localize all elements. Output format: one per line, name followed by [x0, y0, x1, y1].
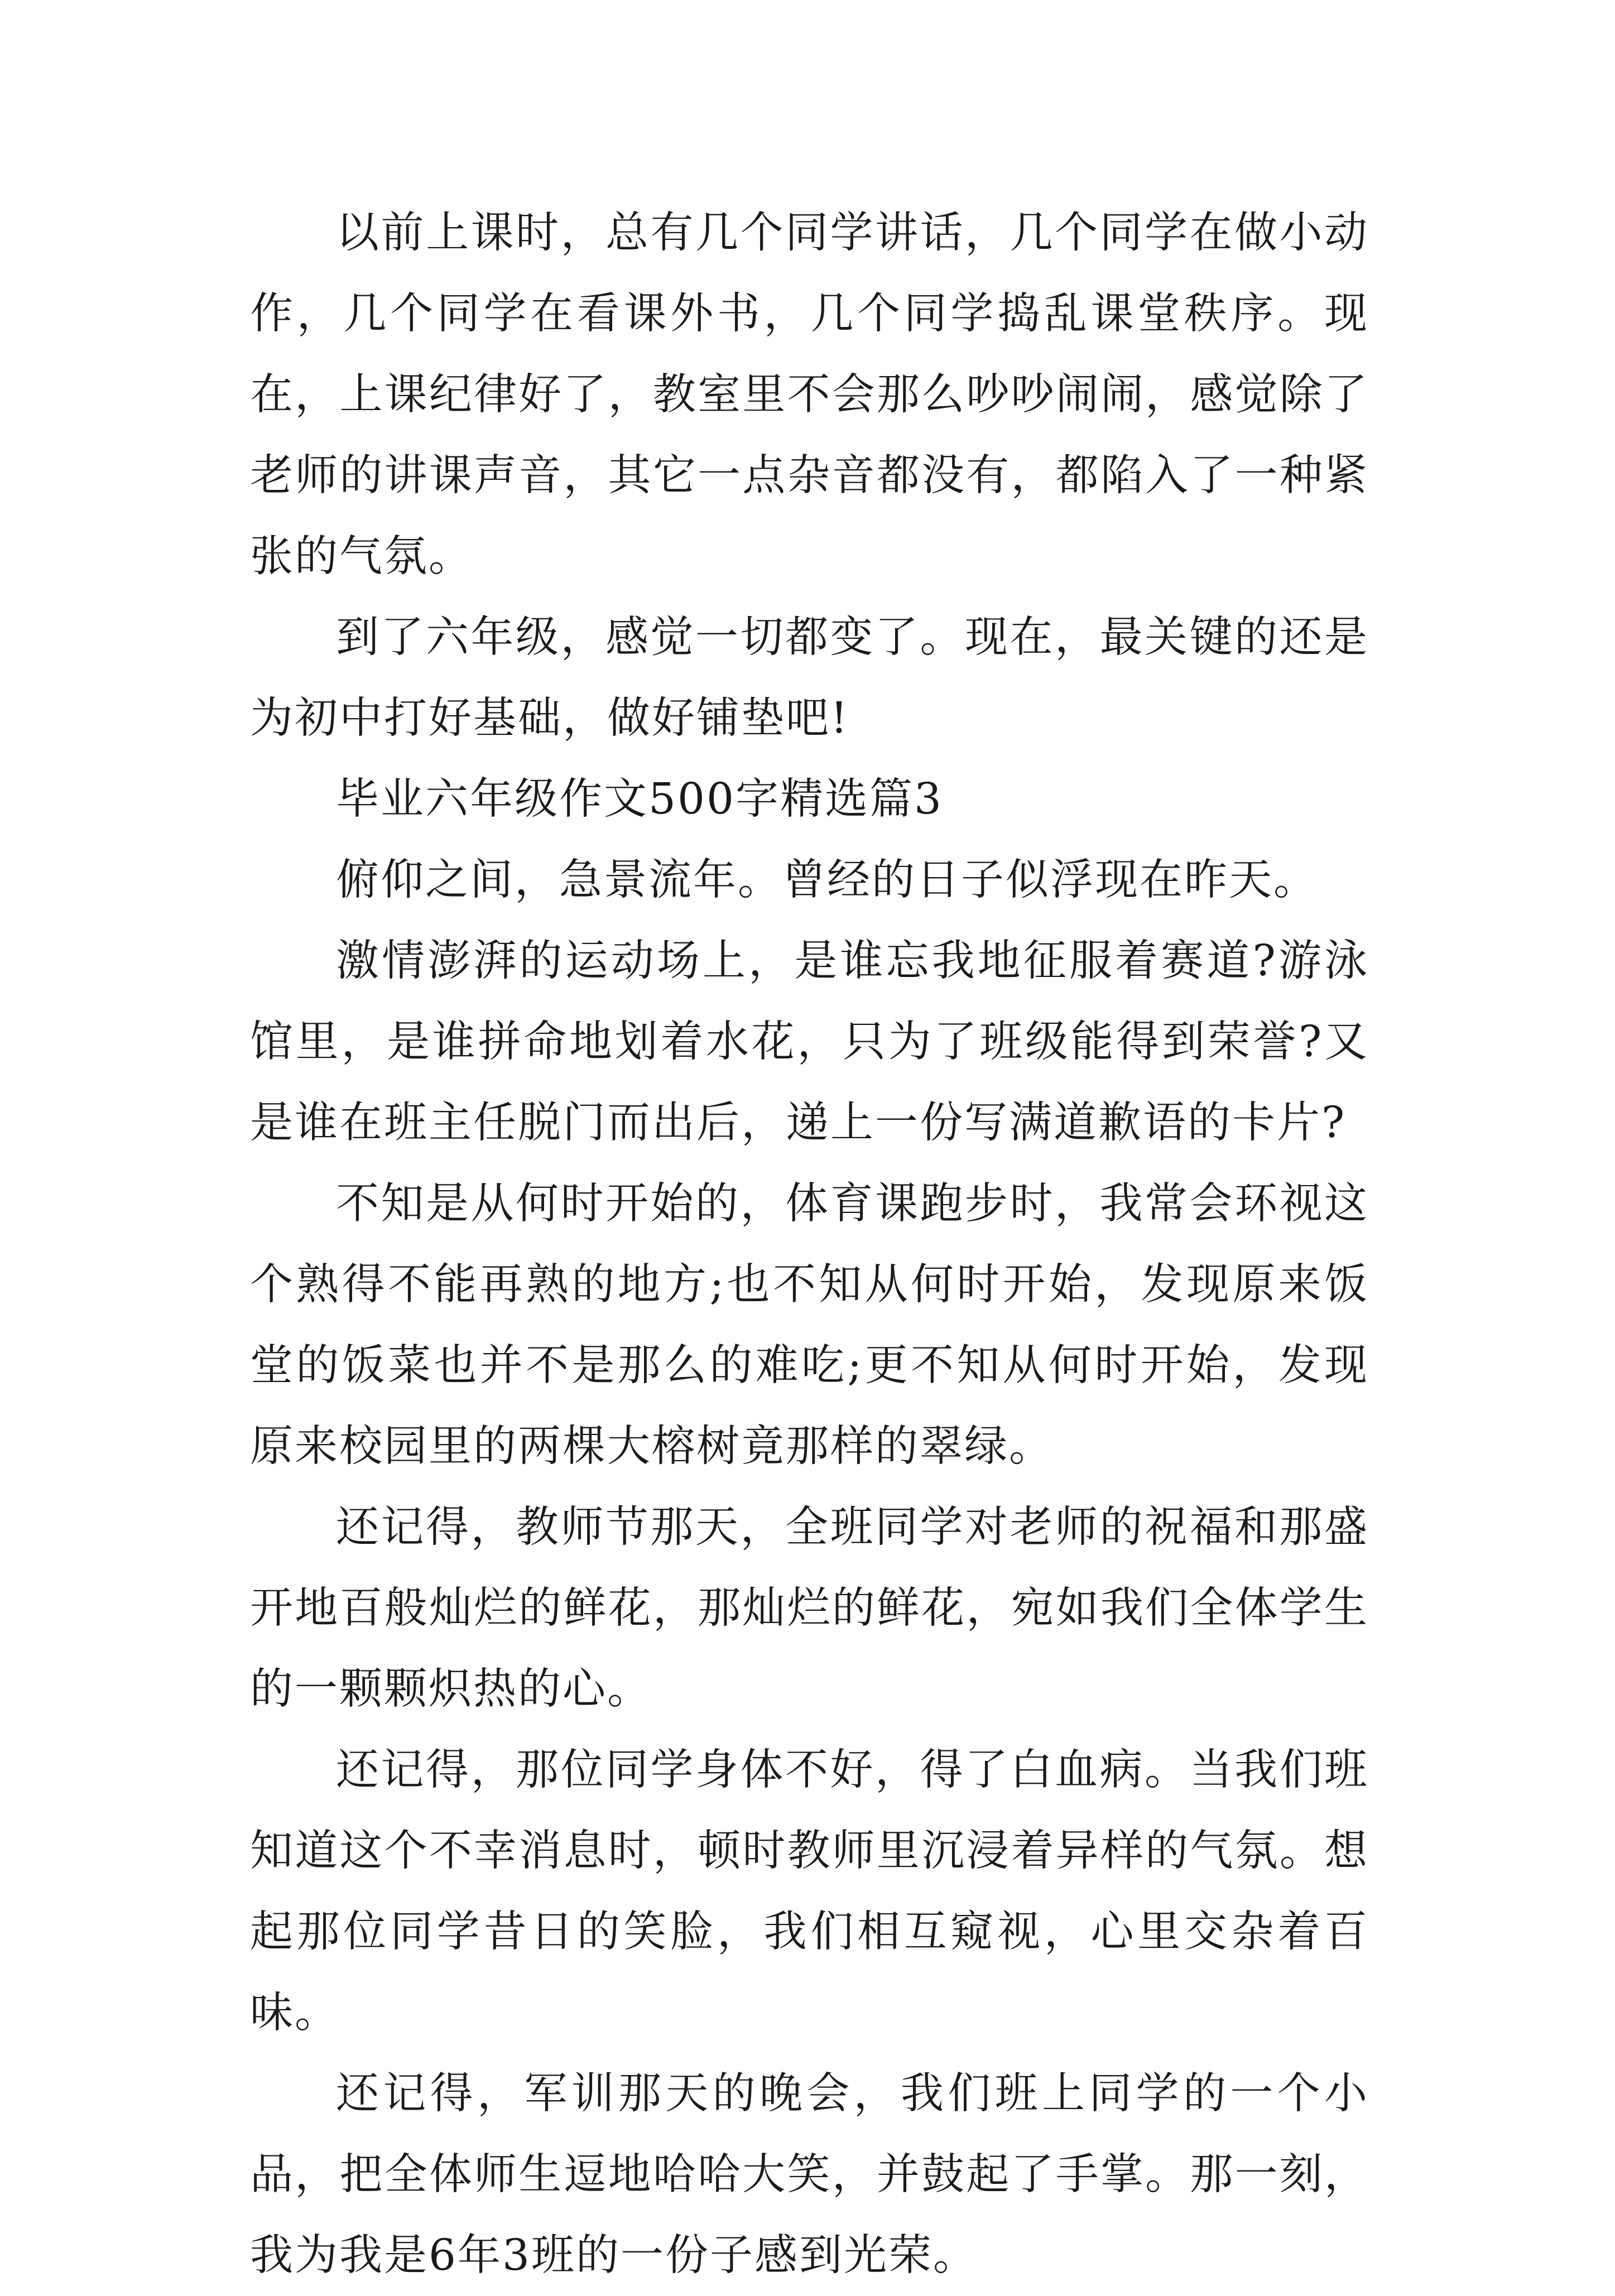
document-body [250, 192, 1369, 2296]
paragraph-military-training-party: 还记得，军训那天的晚会，我们班上同学的一个小品，把全体师生逗地哈哈大笑，并鼓起了手掌。那一刻，我为我是6年3班的一份子感到光荣。 [250, 2069, 1369, 2280]
section-heading: 毕业六年级作文500字精选篇3 [336, 774, 943, 824]
paragraph-campus-memories: 不知是从何时开始的，体育课跑步时，我常会环视这个熟得不能再熟的地方;也不知从何时开始，发现原来饭堂的饭菜也并不是那么的难吃;更不知从何时开始，发现原来校园里的两棵大榕树竟那样的翠绿。 [250, 1179, 1369, 1471]
paragraph-sports-field: 激情澎湃的运动场上，是谁忘我地征服着赛道?游泳馆里，是谁拼命地划着水花，只为了班级能得到荣誉?又是谁在班主任脱门而出后，递上一份写满道歉语的卡片? [250, 936, 1369, 1148]
paragraph-sixth-grade-change: 到了六年级，感觉一切都变了。现在，最关键的还是为初中打好基础，做好铺垫吧! [250, 613, 1369, 743]
paragraph-teachers-day: 还记得，教师节那天，全班同学对老师的祝福和那盛开地百般灿烂的鲜花，那灿烂的鲜花，宛如我们全体学生的一颗颗炽热的心。 [250, 1503, 1369, 1714]
paragraph-classroom-discipline: 以前上课时，总有几个同学讲话，几个同学在做小动作，几个同学在看课外书，几个同学捣乱课堂秩序。现在，上课纪律好了，教室里不会那么吵吵闹闹，感觉除了老师的讲课声音，其它一点杂音都没有，都陷入了一种紧张的气氛。 [250, 208, 1369, 581]
paragraph-classmate-illness: 还记得，那位同学身体不好，得了白血病。当我们班知道这个不幸消息时，顿时教师里沉浸着异样的气氛。想起那位同学昔日的笑脸，我们相互窥视，心里交杂着百味。 [250, 1745, 1369, 2038]
paragraph-time-flies: 俯仰之间，急景流年。曾经的日子似浮现在昨天。 [336, 855, 1318, 905]
